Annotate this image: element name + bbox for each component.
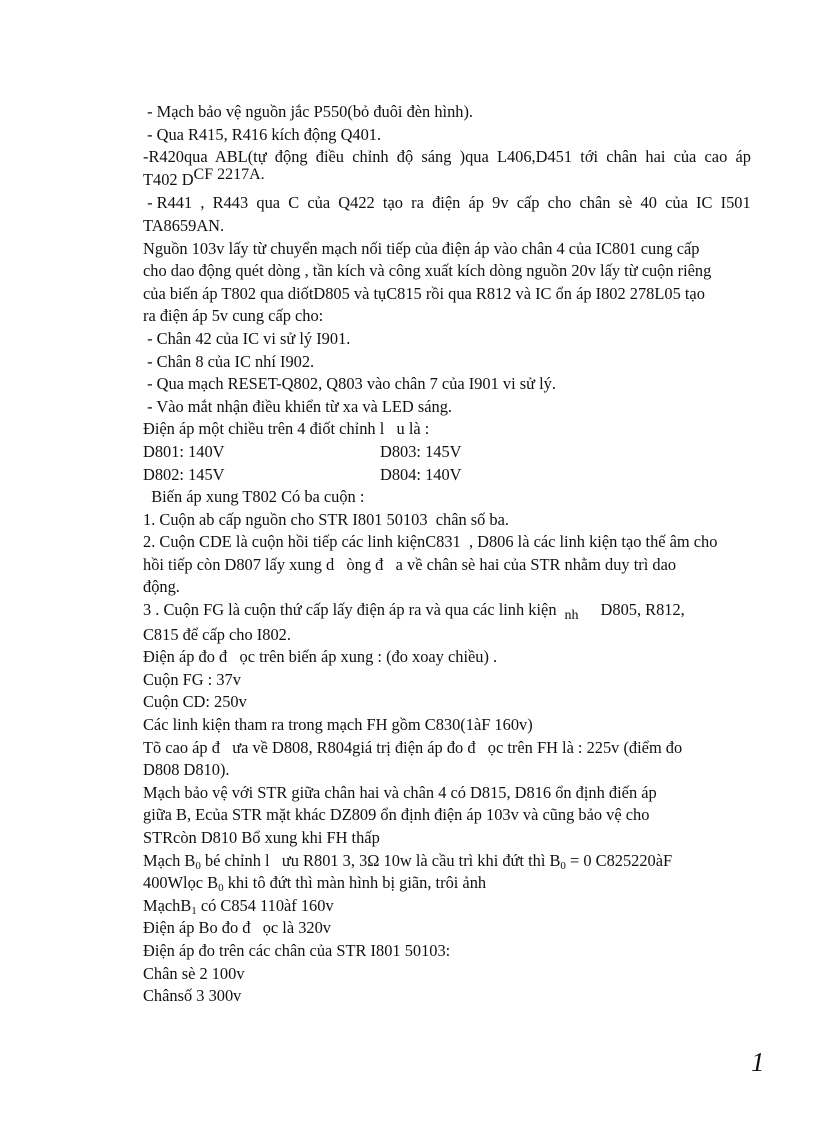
text-line: C815 để cấp cho I802. [143, 624, 291, 644]
text-line: 1. Cuộn ab cấp nguồn cho STR I801 50103 chân số ba. [143, 509, 510, 529]
text-line: Mạch bảo vệ với STR giữa chân hai và chân 4 có D815, D816 ổn định điến áp [143, 782, 657, 802]
text-line: -R420qua ABL(tự động điều chỉnh độ sáng )qua L406,D451 tới chân hai của cao áp [143, 147, 751, 167]
text-line: 2. Cuộn CDE là cuộn hồi tiếp các linh kiệnC831 , D806 là các linh kiện tạo thế âm cho [143, 532, 718, 552]
text-fragment: nh [564, 608, 579, 624]
text-fragment: bé chỉnh l ưu R801 3, 3Ω 10w là cầu trì khi đứt thì B [200, 850, 561, 870]
text-line: - Chân 42 của IC vi sử lý I901. [143, 328, 351, 348]
text-line: Chânsố 3 300v [143, 986, 242, 1006]
page-number: 1 [751, 1047, 765, 1077]
voltage-cell: D803: 145V [380, 441, 462, 461]
text-line: hồi tiếp còn D807 lấy xung d òng đ a về chân sè hai của STR nhằm duy trì dao [143, 554, 677, 574]
subscript: 0 [195, 859, 201, 872]
text-line: STRcòn D810 Bổ xung khi FH thấp [143, 828, 380, 847]
subscript: 0 [560, 859, 566, 872]
text-line: Tõ cao áp đ ưa về D808, R804giá trị điện áp đo đ ọc trên FH là : 225v (điểm đo [143, 737, 683, 757]
text-fragment: có C854 110àf 160v [196, 895, 334, 915]
text-line: - Vào mắt nhận điều khiển từ xa và LED sáng. [143, 396, 452, 416]
text-fragment: = 0 C825220àF [565, 850, 673, 870]
text-line: Điện áp Bo đo đ ọc là 320v [143, 918, 332, 938]
voltage-cell: D801: 140V [143, 441, 225, 461]
text-line: động. [143, 577, 180, 597]
text-fragment: 400Wlọc B [143, 873, 219, 893]
text-fragment: MạchB [143, 895, 192, 915]
text-line: - R441 , R443 qua C của Q422 tạo ra điện áp 9v cấp cho chân sè 40 của IC I501 [143, 193, 751, 213]
text-line: Biến áp xung T802 Có ba cuộn : [143, 487, 365, 507]
subscript: 0 [218, 882, 224, 895]
text-line: Điện áp một chiều trên 4 điốt chỉnh l u là : [143, 419, 430, 439]
text-line: - Qua R415, R416 kích động Q401. [143, 124, 382, 144]
text-fragment: khi tô đứt thì màn hình bị giãn, trôi ảnh [223, 873, 487, 893]
text-line: Cuộn FG : 37v [143, 669, 241, 689]
text-line [143, 872, 798, 895]
text-line: Các linh kiện tham ra trong mạch FH gồm C830(1àF 160v) [143, 715, 533, 735]
text-line: Cuộn CD: 250v [143, 692, 247, 712]
voltage-cell: D802: 145V [143, 464, 225, 484]
text-line [143, 895, 798, 918]
text-line [143, 599, 798, 624]
text-line: Điện áp đo đ ọc trên biến áp xung : (đo xoay chiều) . [143, 647, 498, 667]
subscript: 1 [191, 904, 197, 917]
text-line: - Chân 8 của IC nhí I902. [143, 351, 315, 371]
text-line: ra điện áp 5v cung cấp cho: [143, 306, 324, 326]
text-line: cho dao động quét dòng , tần kích và công xuất kích dòng nguồn 20v lấy từ cuộn riêng [143, 261, 712, 281]
text-line: TA8659AN. [143, 215, 225, 235]
text-fragment: T402 D [143, 169, 194, 189]
text-line [143, 850, 798, 873]
voltage-row [143, 441, 798, 464]
text-line: Chân sè 2 100v [143, 963, 245, 983]
text-line: Điện áp đo trên các chân của STR I801 50103: [143, 940, 451, 960]
text-line [143, 165, 798, 193]
text-line: D808 D810). [143, 760, 230, 780]
text-fragment: CF 2217A. [193, 165, 265, 183]
text-fragment: 3 . Cuộn FG là cuộn thứ cấp lấy điện áp ra và qua các linh kiện [143, 600, 557, 620]
voltage-cell: D804: 140V [380, 464, 462, 484]
voltage-row [143, 464, 798, 487]
text-fragment: Mạch B [143, 850, 196, 870]
text-line: giữa B, Ecủa STR mặt khác DZ809 ổn định điện áp 103v và cũng bảo vệ cho [143, 805, 650, 825]
text-line: của biến áp T802 qua diốtD805 và tụC815 rồi qua R812 và IC ổn áp I802 278L05 tạo [143, 283, 705, 303]
text-line: Nguồn 103v lấy từ chuyển mạch nối tiếp của điện áp vào chân 4 của IC801 cung cấp [143, 238, 700, 258]
text-line: - Qua mạch RESET-Q802, Q803 vào chân 7 của I901 vi sử lý. [143, 374, 556, 394]
document-body [143, 101, 798, 1008]
text-fragment: D805, R812, [600, 600, 685, 620]
text-line: - Mạch bảo vệ nguồn jắc P550(bỏ đuôi đèn hình). [143, 102, 474, 121]
